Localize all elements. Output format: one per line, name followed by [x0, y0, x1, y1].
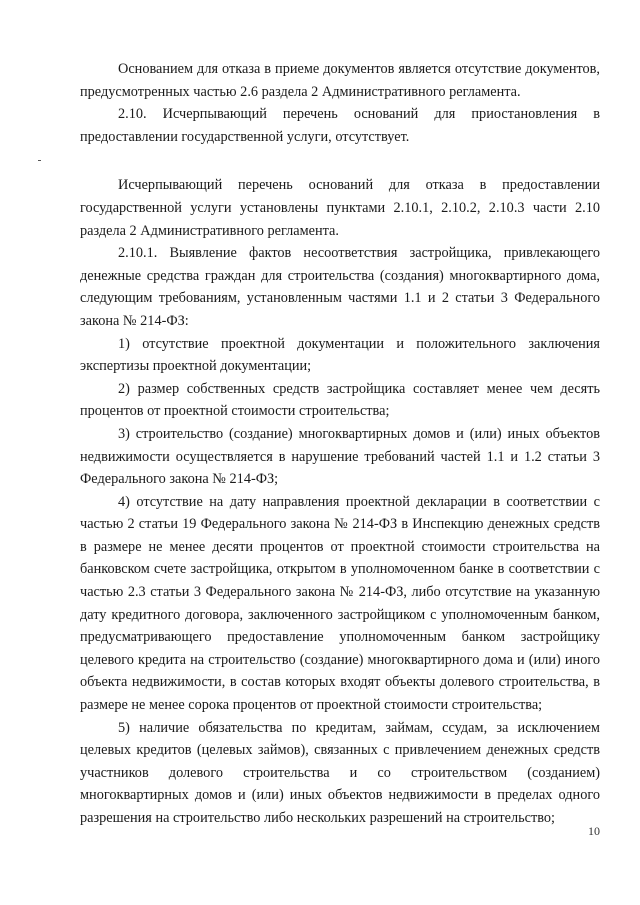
list-item-4: 4) отсутствие на дату направления проектной декларации в соответствии с частью 2 статьи 19 Федерального закона № 214-ФЗ в Инспекцию денежных средств в размере не менее десяти процентов от проектной стоимости строительства на банковском счете застройщика, открытом в уполномоченном банке в соответствии с частью 2.3 статьи 3 Федерального закона № 214-ФЗ, либо отсутствие на указанную дату кредитного договора, заключенного застройщиком с уполномоченным банком, предусматривающего предоставление уполномоченным банком застройщику целевого кредита на строительство (создание) многоквартирного дома и (или) иного объекта недвижимости, в состав которых входят объекты долевого строительства, в размере не менее сорока процентов от проектной стоимости строительства; — [80, 493, 600, 714]
paragraph-refusal-list: Исчерпывающий перечень оснований для отказа в предоставлении государственной услуги установлены пунктами 2.10.1, 2.10.2, 2.10.3 части 2.10 раздела 2 Административного регламента. — [80, 177, 600, 239]
list-item-2: 2) размер собственных средств застройщика составляет менее чем десять процентов от проектной стоимости строительства; — [80, 380, 600, 420]
list-item-1: 1) отсутствие проектной документации и положительного заключения экспертизы проектной документации; — [80, 335, 600, 375]
margin-mark — [38, 160, 41, 161]
paragraph-2-10: 2.10. Исчерпывающий перечень оснований для приостановления в предоставлении государственной услуги, отсутствует. — [80, 106, 600, 145]
paragraph-2-10-1: 2.10.1. Выявление фактов несоответствия застройщика, привлекающего денежные средства граждан для строительства (создания) многоквартирного дома, следующим требованиям, установленным частями 1.1 и 2 статьи 3 Федерального закона № 214-ФЗ: — [80, 245, 600, 329]
list-item-5: 5) наличие обязательства по кредитам, займам, ссудам, за исключением целевых кредитов (целевых займов), связанных с привлечением денежных средств участников долевого строительства и со строительством (созданием) многоквартирных домов и (или) иных объектов недвижимости в пределах одного разрешения на строительство либо нескольких разрешений на строительство; — [80, 719, 600, 826]
page-number: 10 — [588, 824, 600, 838]
list-item-3: 3) строительство (создание) многоквартирных домов и (или) иных объектов недвижимости осуществляется в нарушение требований частей 1.1 и 1.2 статьи 3 Федерального закона № 214-ФЗ; — [80, 425, 600, 488]
document-body — [80, 58, 600, 830]
paragraph-refusal-basis: Основанием для отказа в приеме документов является отсутствие документов, предусмотренных частью 2.6 раздела 2 Административного регламента. — [80, 61, 600, 100]
